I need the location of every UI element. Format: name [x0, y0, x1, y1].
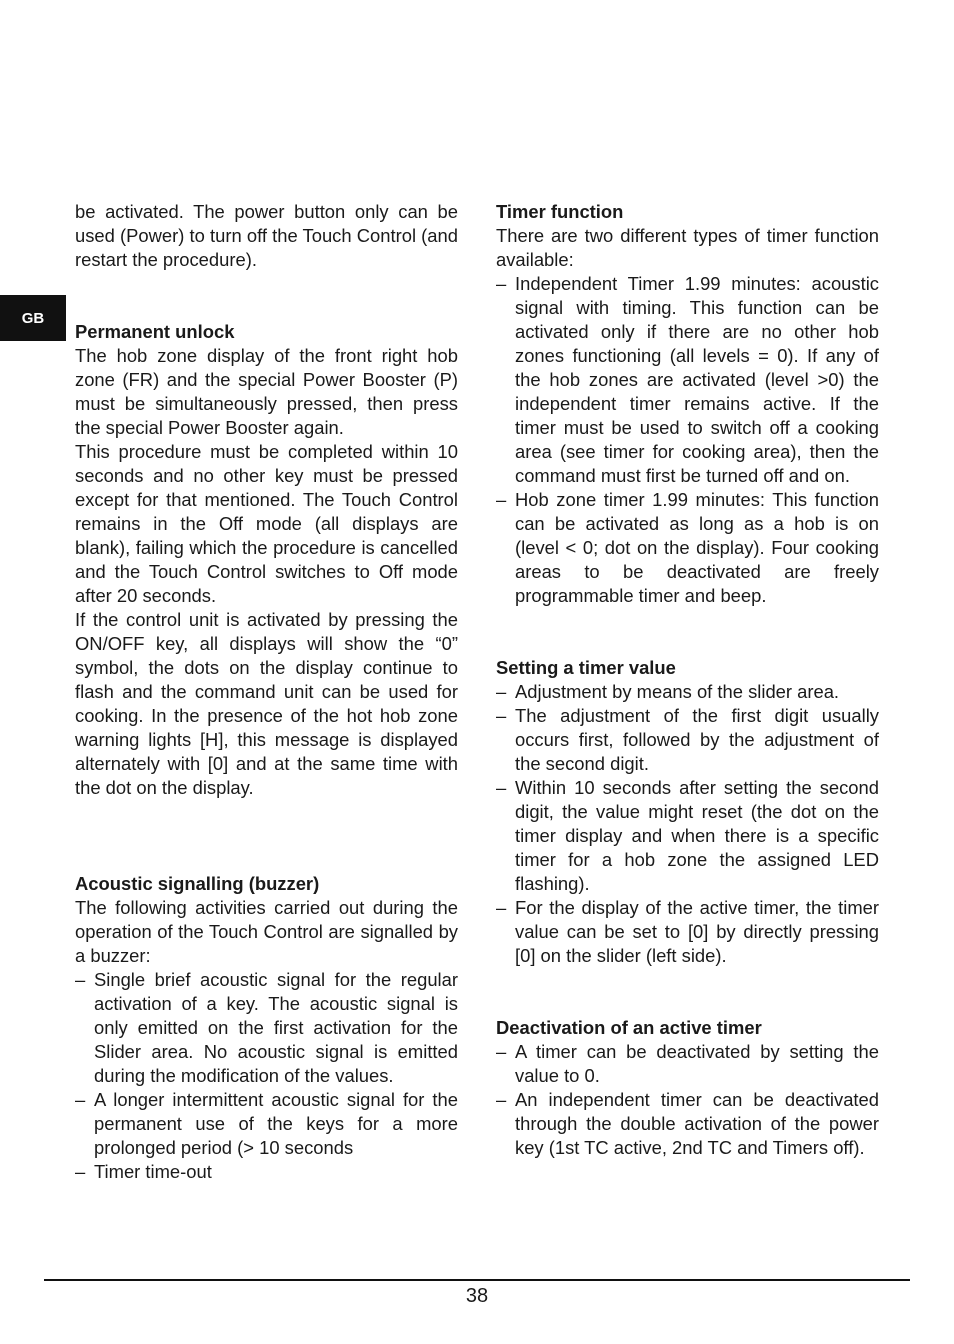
- timer-function-heading: Timer function: [496, 201, 624, 222]
- deactivation-heading: Deactivation of an active timer: [496, 1017, 762, 1038]
- language-tab: [0, 295, 66, 341]
- list-item: – Timer time-out: [75, 1160, 458, 1184]
- timer-function-list: [496, 272, 879, 608]
- list-item: – The adjustment of the first digit usually occurs first, followed by the adjustment of the second digit.: [496, 704, 879, 776]
- body-paragraph: This procedure must be completed within 10 seconds and no other key must be pressed except for that mentioned. The Touch Control remains in the Off mode (all displays are blank), failing which the procedure is cancelled and the Touch Control switches to Off mode after 20 seconds.: [75, 441, 458, 606]
- timer-function-intro: There are two different types of timer function available:: [496, 225, 879, 270]
- list-item: – Independent Timer 1.99 minutes: acoustic signal with timing. This function can be activated only if there are no other hob zones functioning (all levels = 0). If any of the hob zones are activated (level >0) the independent timer remains active. If the timer must be used to switch off a cooking area (see timer for cooking area), then the command must first be turned off and on.: [496, 272, 879, 488]
- list-item: – A longer intermittent acoustic signal for the permanent use of the keys for a more prolonged period (> 10 seconds: [75, 1088, 458, 1160]
- page-number: 38: [465, 1285, 489, 1307]
- acoustic-list: [75, 968, 458, 1184]
- permanent-unlock-section: [75, 320, 458, 800]
- list-item: – Adjustment by means of the slider area.: [496, 680, 879, 704]
- left-column: [75, 200, 458, 1184]
- list-item: – A timer can be deactivated by setting the value to 0.: [496, 1040, 879, 1088]
- acoustic-heading: Acoustic signalling (buzzer): [75, 873, 320, 894]
- timer-function-section: [496, 200, 879, 608]
- right-column: [496, 200, 879, 1160]
- setting-timer-section: [496, 656, 879, 968]
- setting-timer-list: [496, 680, 879, 968]
- list-item: – Within 10 seconds after setting the second digit, the value might reset (the dot on the timer display and when there is a specific timer for a hob zone the assigned LED flashing).: [496, 776, 879, 896]
- footer-rule: [44, 1279, 910, 1281]
- permanent-unlock-heading: Permanent unlock: [75, 321, 235, 342]
- list-item: – For the display of the active timer, the timer value can be set to [0] by directly pressing [0] on the slider (left side).: [496, 896, 879, 968]
- deactivation-list: [496, 1040, 879, 1160]
- body-paragraph: The hob zone display of the front right hob zone (FR) and the special Power Booster (P) must be simultaneously pressed, then press the special Power Booster again.: [75, 345, 458, 438]
- list-item: – Single brief acoustic signal for the regular activation of a key. The acoustic signal is only emitted on the first activation for the Slider area. No acoustic signal is emitted during the modification of the values.: [75, 968, 458, 1088]
- list-item: – An independent timer can be deactivated through the double activation of the power key (1st TC active, 2nd TC and Timers off).: [496, 1088, 879, 1160]
- language-tab-label: GB: [21, 309, 45, 327]
- body-paragraph: If the control unit is activated by pressing the ON/OFF key, all displays will show the “0” symbol, the dots on the display continue to flash and the command unit can be used for cooking. In the presence of the hot hob zone warning lights [H], this message is displayed alternately with [0] and at the same time with the dot on the display.: [75, 609, 458, 798]
- acoustic-intro: The following activities carried out during the operation of the Touch Control are signalled by a buzzer:: [75, 897, 458, 966]
- deactivation-section: [496, 1016, 879, 1160]
- intro-paragraph: be activated. The power button only can be used (Power) to turn off the Touch Control (and restart the procedure).: [75, 201, 458, 270]
- list-item: – Hob zone timer 1.99 minutes: This function can be activated as long as a hob is on (level < 0; dot on the display). Four cooking areas to be deactivated are freely programmable timer and beep.: [496, 488, 879, 608]
- acoustic-section: [75, 872, 458, 1184]
- setting-timer-heading: Setting a timer value: [496, 657, 676, 678]
